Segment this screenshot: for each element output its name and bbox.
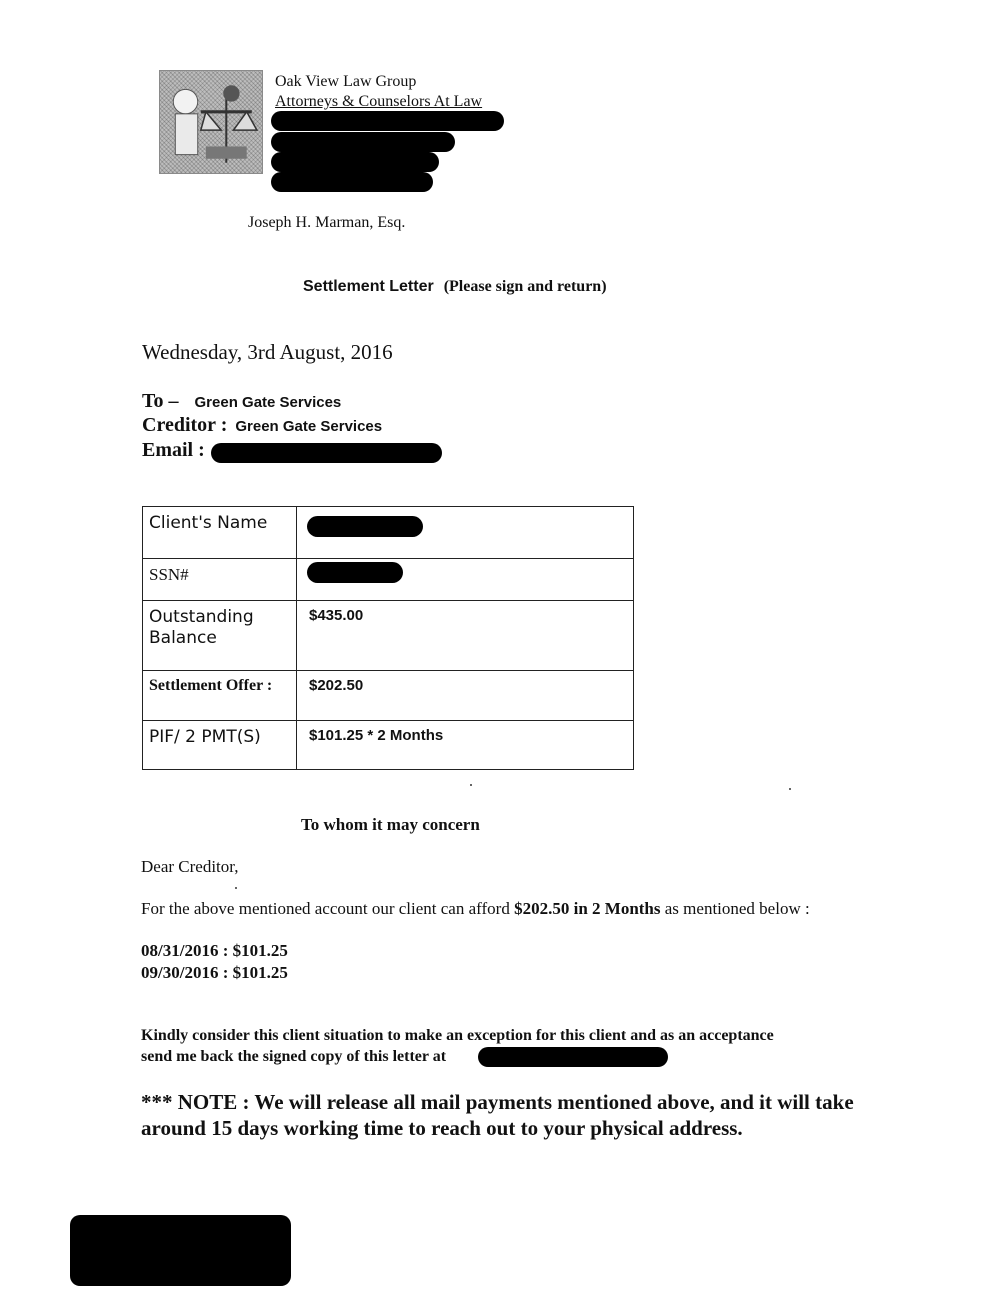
settlement-offer-value: $202.50 bbox=[297, 671, 634, 721]
redaction-address-line-1 bbox=[271, 111, 504, 131]
email-label: Email : bbox=[142, 439, 205, 461]
redaction-address-line-4 bbox=[271, 172, 433, 192]
firm-name: Oak View Law Group bbox=[275, 73, 417, 90]
creditor-value: Green Gate Services bbox=[235, 418, 383, 435]
intro-prefix: For the above mentioned account our client can afford bbox=[141, 899, 510, 918]
to-label: To – bbox=[142, 390, 179, 412]
intro-amount: $202.50 in 2 Months bbox=[514, 899, 661, 918]
table-row bbox=[143, 601, 634, 671]
recipient-to bbox=[142, 390, 341, 413]
recipient-email bbox=[142, 439, 205, 462]
firm-logo bbox=[159, 70, 263, 174]
salutation-heading: To whom it may concern bbox=[301, 815, 480, 834]
letter-title-note: (Please sign and return) bbox=[443, 278, 607, 295]
request-line-2: send me back the signed copy of this letter at bbox=[141, 1048, 447, 1065]
table-row bbox=[143, 671, 634, 721]
redaction-ssn bbox=[307, 562, 403, 583]
creditor-label: Creditor : bbox=[142, 414, 228, 436]
payment-plan-label: PIF/ 2 PMT(S) bbox=[143, 721, 297, 770]
greeting: Dear Creditor, bbox=[141, 857, 239, 876]
intro-paragraph bbox=[141, 899, 810, 919]
payment-plan-value: $101.25 * 2 Months bbox=[297, 721, 634, 770]
account-details-table bbox=[142, 506, 634, 770]
outstanding-balance-label: Outstanding Balance bbox=[143, 601, 297, 671]
settlement-offer-label: Settlement Offer : bbox=[143, 671, 297, 721]
client-name-label: Client's Name bbox=[143, 507, 297, 559]
letter-date: Wednesday, 3rd August, 2016 bbox=[142, 340, 393, 364]
note-paragraph: *** NOTE : We will release all mail payments mentioned above, and it will take around 15 days working time to reach out to your physical address. bbox=[141, 1090, 854, 1140]
scales-of-justice-icon bbox=[160, 71, 262, 173]
redaction-address-line-3 bbox=[271, 152, 439, 172]
intro-suffix: as mentioned below : bbox=[664, 899, 810, 918]
outstanding-balance-value: $435.00 bbox=[297, 601, 634, 671]
attorney-name: Joseph H. Marman, Esq. bbox=[248, 214, 406, 231]
redaction-signature bbox=[70, 1215, 291, 1286]
recipient-creditor bbox=[142, 414, 382, 437]
scan-speck bbox=[789, 788, 791, 790]
ssn-label: SSN# bbox=[143, 559, 297, 601]
redaction-address-line-2 bbox=[271, 132, 455, 152]
to-value: Green Gate Services bbox=[194, 394, 342, 411]
scan-speck bbox=[235, 887, 237, 889]
letter-title bbox=[303, 278, 607, 296]
letter-title-main: Settlement Letter bbox=[303, 278, 434, 295]
request-line-1: Kindly consider this client situation to make an exception for this client and as an acceptance bbox=[141, 1027, 774, 1044]
redaction-return-address bbox=[478, 1047, 668, 1067]
payment-line: 09/30/2016 : $101.25 bbox=[141, 963, 288, 982]
redaction-email bbox=[211, 443, 442, 463]
payment-line: 08/31/2016 : $101.25 bbox=[141, 941, 288, 960]
firm-tagline: Attorneys & Counselors At Law bbox=[275, 93, 483, 110]
table-row bbox=[143, 721, 634, 770]
scan-speck bbox=[470, 784, 472, 786]
redaction-client-name bbox=[307, 516, 423, 537]
